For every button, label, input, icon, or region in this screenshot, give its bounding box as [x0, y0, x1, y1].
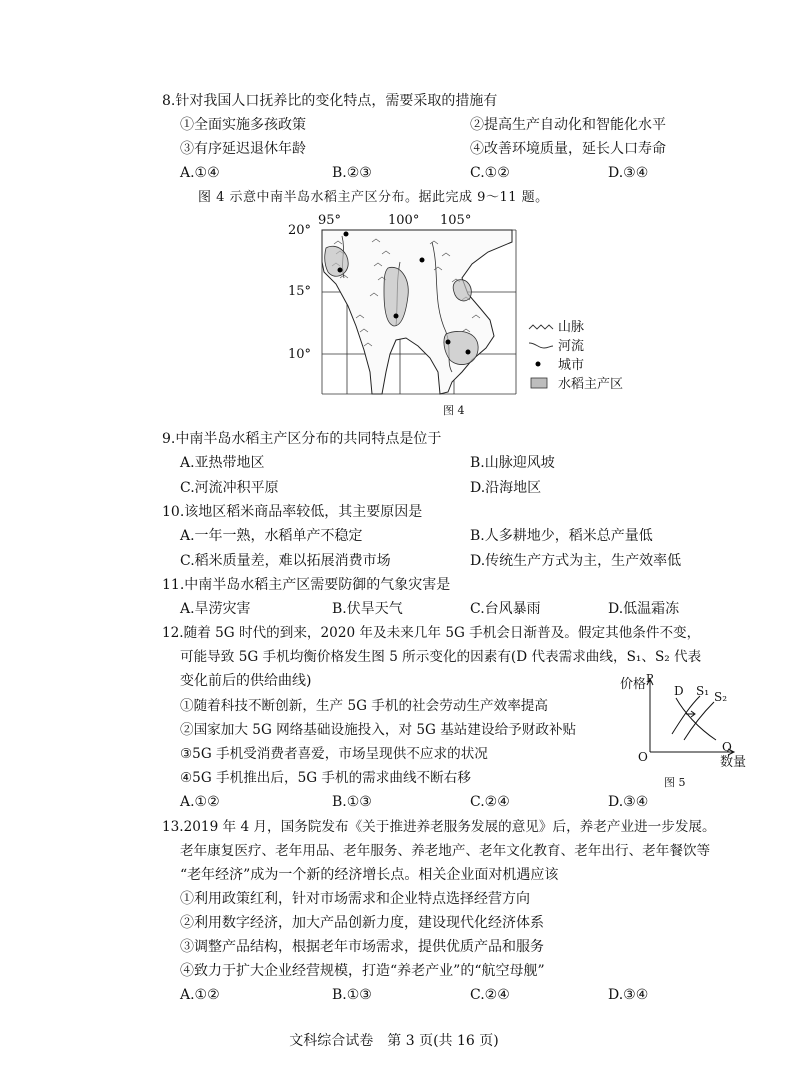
q12-option-a: A.①②	[180, 794, 220, 810]
q13-stem-line-2: 老年康复医疗、老年用品、老年服务、养老地产、老年文化教育、老年出行、老年餐饮等	[180, 843, 711, 859]
q12-item-1: ①随着科技不断创新，生产 5G 手机的社会劳动生产效率提高	[180, 698, 548, 714]
legend-city	[528, 354, 638, 373]
map-lat-15: 15°	[288, 284, 312, 299]
graph-s1-label: S₁	[696, 684, 710, 698]
q13-stem-line-1: 13.2019 年 4 月，国务院发布《关于推进养老服务发展的意见》后，养老产业进一步发展。	[162, 819, 716, 835]
graph-origin-label: O	[638, 750, 648, 764]
q8-option-a: A.①④	[180, 165, 220, 181]
q12-stem-line-3: 变化前后的供给曲线)	[180, 673, 312, 689]
q11-option-b: B.伏旱天气	[332, 601, 403, 617]
graph-q-label: Q	[722, 740, 732, 754]
q10-option-b: B.人多耕地少，稻米总产量低	[470, 528, 653, 544]
map-legend	[528, 316, 638, 392]
map-lon-95: 95°	[318, 213, 342, 228]
legend-rice-label: 水稻主产区	[558, 377, 624, 392]
graph-d-label: D	[674, 684, 684, 698]
q8-stem: 8.针对我国人口抚养比的变化特点，需要采取的措施有	[162, 93, 498, 109]
q13-item-1: ①利用政策红利，针对市场需求和企业特点选择经营方向	[180, 891, 530, 907]
q8-option-b: B.②③	[332, 165, 372, 181]
q12-item-3: ③5G 手机受消费者喜爱，市场呈现供不应求的状况	[180, 746, 488, 762]
map-image	[312, 222, 518, 396]
fig4-intro: 图 4 示意中南半岛水稻主产区分布。据此完成 9～11 题。	[198, 190, 549, 205]
mountain-icon	[528, 321, 554, 331]
q13-item-4: ④致力于扩大企业经营规模，打造“养老产业”的“航空母舰”	[180, 963, 545, 979]
legend-city-label: 城市	[558, 358, 585, 373]
river-icon	[528, 340, 554, 350]
q8-item-2: ②提高生产自动化和智能化水平	[470, 117, 666, 133]
legend-mountain-label: 山脉	[558, 320, 585, 335]
q9-stem: 9.中南半岛水稻主产区分布的共同特点是位于	[162, 431, 442, 447]
q8-option-c: C.①②	[470, 165, 510, 181]
map-lat-20: 20°	[288, 223, 312, 238]
q13-option-a: A.①②	[180, 987, 220, 1003]
q13-option-d: D.③④	[608, 987, 649, 1003]
map-lon-100: 100°	[388, 213, 420, 228]
q11-stem: 11.中南半岛水稻主产区需要防御的气象灾害是	[162, 577, 451, 593]
q8-option-d: D.③④	[608, 165, 649, 181]
q10-option-d: D.传统生产方式为主，生产效率低	[470, 553, 682, 569]
graph-caption: 图 5	[664, 776, 686, 789]
q12-item-4: ④5G 手机推出后，5G 手机的需求曲线不断右移	[180, 770, 471, 786]
legend-mountain	[528, 316, 638, 335]
q12-option-d: D.③④	[608, 794, 649, 810]
q8-item-3: ③有序延迟退休年龄	[180, 141, 306, 157]
q12-option-c: C.②④	[470, 794, 510, 810]
legend-rice	[528, 373, 638, 392]
map-lat-10: 10°	[288, 347, 312, 362]
q13-option-c: C.②④	[470, 987, 510, 1003]
map-lon-105: 105°	[440, 213, 472, 228]
q10-option-a: A.一年一熟，水稻单产不稳定	[180, 528, 363, 544]
q11-option-a: A.旱涝灾害	[180, 601, 251, 617]
q12-stem-line-2: 可能导致 5G 手机均衡价格发生图 5 所示变化的因素有(D 代表需求曲线，S₁、S₂ 代表	[180, 649, 702, 665]
q11-option-d: D.低温霜冻	[608, 601, 680, 617]
graph-figure-5	[616, 672, 766, 794]
map-caption: 图 4	[443, 404, 465, 417]
q13-item-2: ②利用数字经济，加大产品创新力度，建设现代化经济体系	[180, 915, 544, 931]
graph-p-label: P	[646, 672, 654, 685]
graph-y-label: 价格	[620, 677, 647, 692]
q12-item-2: ②国家加大 5G 网络基础设施投入，对 5G 基站建设给予财政补贴	[180, 722, 577, 738]
q9-option-d: D.沿海地区	[470, 480, 542, 496]
graph-x-label: 数量	[720, 755, 747, 770]
map-figure-4	[312, 222, 518, 396]
graph-s2-label: S₂	[714, 690, 728, 704]
legend-river-label: 河流	[558, 339, 585, 354]
q12-option-b: B.①③	[332, 794, 372, 810]
page-footer: 文科综合试卷 第 3 页(共 16 页)	[289, 1033, 499, 1049]
q9-option-a: A.亚热带地区	[180, 455, 265, 471]
q13-option-b: B.①③	[332, 987, 372, 1003]
q8-item-1: ①全面实施多孩政策	[180, 117, 306, 133]
q13-item-3: ③调整产品结构，根据老年市场需求，提供优质产品和服务	[180, 939, 544, 955]
rice-area-icon	[528, 377, 554, 389]
city-icon	[528, 359, 554, 369]
q10-stem: 10.该地区稻米商品率较低，其主要原因是	[162, 504, 423, 520]
q9-option-c: C.河流冲积平原	[180, 480, 279, 496]
q13-stem-line-3: “老年经济”成为一个新的经济增长点。相关企业面对机遇应该	[180, 867, 559, 883]
q10-option-c: C.稻米质量差，难以拓展消费市场	[180, 553, 391, 569]
q12-stem-line-1: 12.随着 5G 时代的到来，2020 年及未来几年 5G 手机会日渐普及。假定其他条件不变，	[162, 625, 701, 641]
q9-option-b: B.山脉迎风坡	[470, 455, 555, 471]
q11-option-c: C.台风暴雨	[470, 601, 541, 617]
q8-item-4: ④改善环境质量，延长人口寿命	[470, 141, 666, 157]
legend-river	[528, 335, 638, 354]
